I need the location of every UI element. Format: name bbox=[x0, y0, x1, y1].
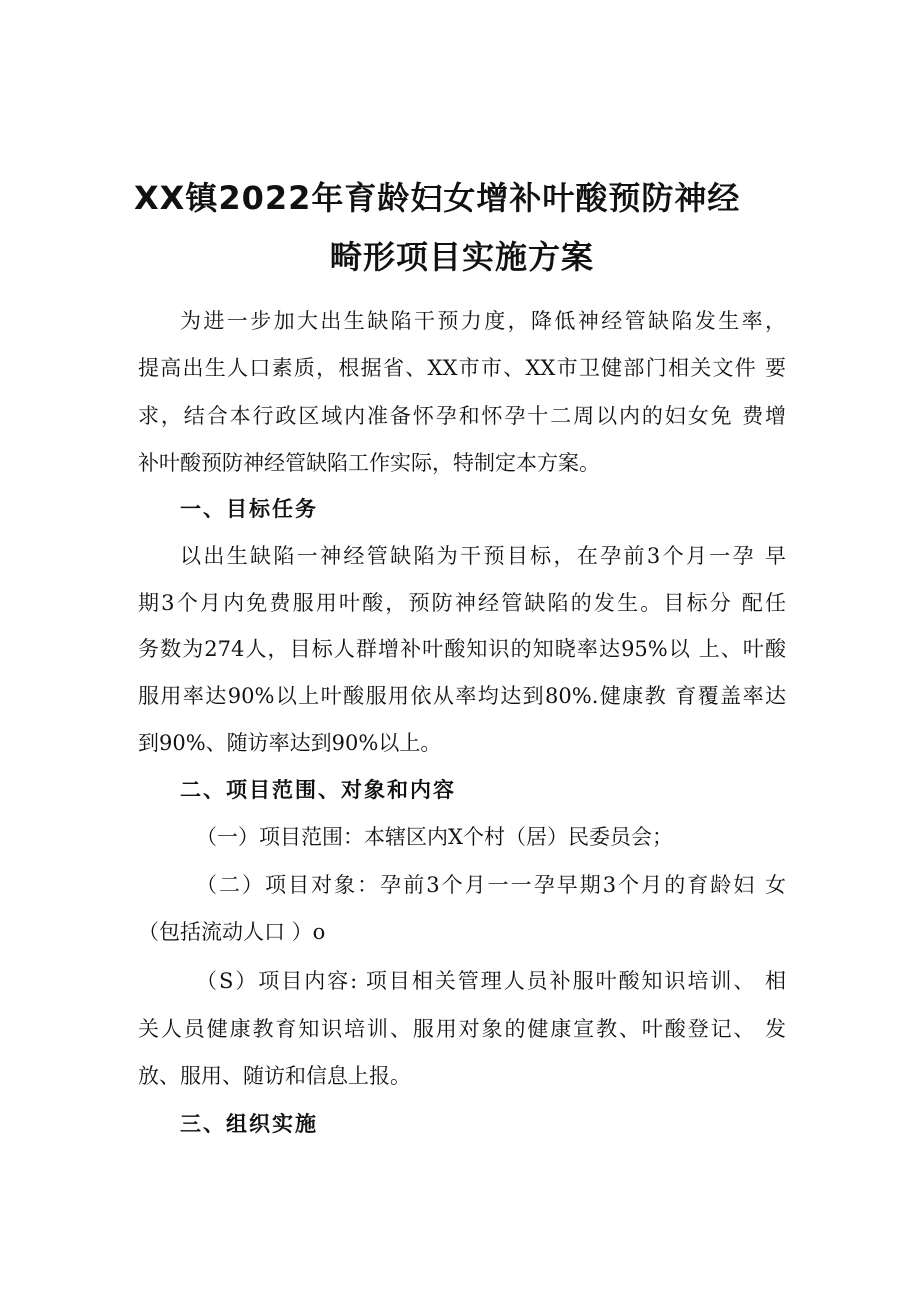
section-3-heading: 三、组织实施 bbox=[180, 1112, 318, 1136]
section-2-item-1: （一）项目范围：本辖区内X个村（居）民委员会； bbox=[196, 825, 673, 849]
section-2-item-2-line: （二）项目对象：孕前3个月一一孕早期3个月的育龄妇 女 bbox=[196, 873, 786, 897]
intro-line: 求，结合本行政区域内准备怀孕和怀孕十二周以内的妇女免 费增 bbox=[138, 404, 786, 428]
intro-line: 补叶酸预防神经管缺陷工作实际，特制定本方案。 bbox=[138, 451, 600, 475]
section-1-heading: 一、目标任务 bbox=[180, 497, 318, 521]
intro-line: 提高出生人口素质，根据省、XX市市、XX市卫健部门相关文件 要 bbox=[138, 356, 786, 380]
section-1-line: 期3个月内免费服用叶酸，预防神经管缺陷的发生。目标分 配任 bbox=[138, 591, 786, 615]
section-1-line: 到90%、随访率达到90%以上。 bbox=[138, 731, 442, 755]
section-2-heading: 二、项目范围、对象和内容 bbox=[180, 778, 456, 802]
section-1-line: 以出生缺陷一神经管缺陷为干预目标，在孕前3个月一孕 早 bbox=[180, 544, 786, 568]
section-1-line: 务数为274人，目标人群增补叶酸知识的知晓率达95%以 上、叶酸 bbox=[138, 637, 786, 661]
section-2-item-3-line: 放、服用、随访和信息上报。 bbox=[138, 1064, 411, 1088]
section-2-item-2-line: （包括流动人口 ）o bbox=[138, 920, 326, 944]
section-1-line: 服用率达90%以上叶酸服用依从率均达到80%.健康教 育覆盖率达 bbox=[138, 684, 786, 708]
intro-line: 为进一步加大出生缺陷干预力度，降低神经管缺陷发生率， bbox=[180, 309, 786, 333]
document-title-line-1: XX镇2022年育龄妇女增补叶酸预防神经 bbox=[134, 179, 741, 217]
section-2-item-3-line: （S）项目内容: 项目相关管理人员补服叶酸知识培训、 相 bbox=[196, 969, 786, 993]
document-title-line-2: 畸形项目实施方案 bbox=[330, 238, 595, 276]
section-2-item-3-line: 关人员健康教育知识培训、服用对象的健康宣教、叶酸登记、 发 bbox=[138, 1017, 786, 1041]
